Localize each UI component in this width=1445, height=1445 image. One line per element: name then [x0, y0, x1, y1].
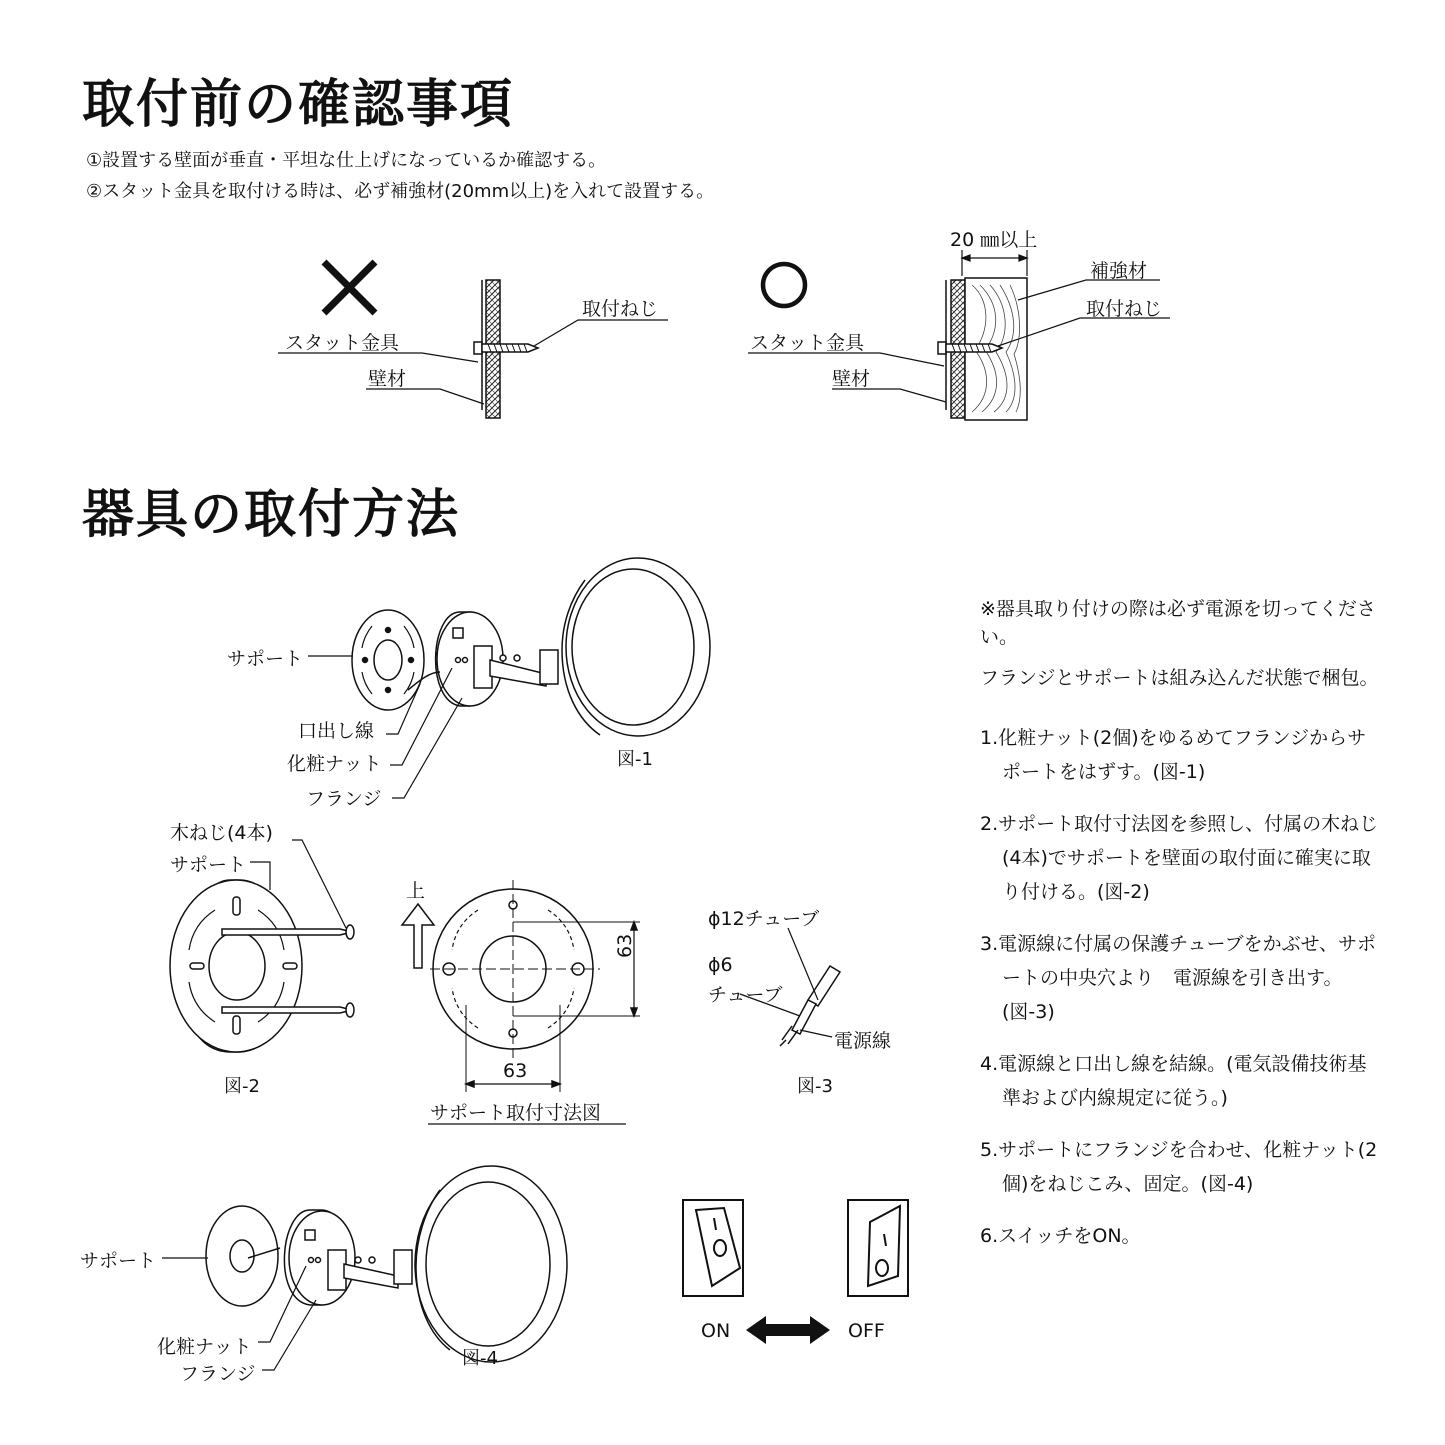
- fig1-lead-label: 口出し線: [298, 720, 375, 742]
- fig4-flange-label: フランジ: [180, 1363, 256, 1385]
- bad-screw-label: 取付ねじ: [582, 298, 659, 320]
- fig1-drawing: [352, 558, 710, 736]
- instruction-step-1: 1.化粧ナット(2個)をゆるめてフランジからサポートをはずす。(図-1): [980, 727, 1367, 783]
- fig3-tube12-label: ϕ12チューブ: [708, 908, 820, 930]
- section1-title: 取付前の確認事項: [82, 75, 515, 135]
- fig2-caption: 図-2: [224, 1076, 260, 1097]
- bad-mark-icon: [324, 262, 375, 313]
- good-stud-label: スタット金具: [750, 332, 865, 354]
- up-label: 上: [406, 880, 426, 902]
- good-mark-icon: [763, 264, 805, 306]
- switch-off-label: OFF: [848, 1320, 885, 1342]
- instruction-step-4: 4.電源線と口出し線を結線。(電気設備技術基準および内線規定に従う。): [980, 1053, 1367, 1109]
- good-reinforce-label: 補強材: [1090, 260, 1148, 282]
- fig2-drawing: [170, 880, 354, 1052]
- fig4-support-label: サポート: [80, 1250, 157, 1272]
- fig1-support-label: サポート: [227, 648, 304, 670]
- fig1-nut-label: 化粧ナット: [287, 753, 382, 775]
- dim-horizontal-label: 63: [503, 1060, 528, 1082]
- fig4-caption: 図-4: [462, 1348, 498, 1369]
- fig3-caption: 図-3: [797, 1076, 833, 1097]
- instruction-step-3: 3.電源線に付属の保護チューブをかぶせ、サポートの中央穴より 電源線を引き出す。(図-3): [980, 933, 1377, 1023]
- double-arrow-icon: [746, 1316, 830, 1344]
- instruction-step-5: 5.サポートにフランジを合わせ、化粧ナット(2個)をねじこみ、固定。(図-4): [980, 1139, 1378, 1195]
- instruction-caution: ※器具取り付けの際は必ず電源を切ってください。: [980, 598, 1376, 648]
- fig1-flange-label: フランジ: [306, 788, 382, 810]
- dim-vertical-label: 63: [614, 933, 636, 958]
- instruction-packing: フランジとサポートは組み込んだ状態で梱包。: [980, 667, 1379, 689]
- fig3-tube6b-label: チューブ: [708, 984, 783, 1006]
- good-wall-section: [938, 278, 1027, 420]
- fig4-drawing: [206, 1166, 567, 1362]
- instruction-step-2: 2.サポート取付寸法図を参照し、付属の木ねじ(4本)でサポートを壁面の取付面に確実に取り付ける。(図-2): [980, 813, 1379, 903]
- good-wall-label: 壁材: [832, 368, 871, 390]
- note-1: ①設置する壁面が垂直・平坦な仕上げになっているか確認する。: [86, 150, 607, 171]
- instructions: [980, 595, 1380, 1271]
- fig4-nut-label: 化粧ナット: [157, 1336, 252, 1358]
- section2-title: 器具の取付方法: [82, 485, 461, 545]
- fig2-screws-label: 木ねじ(4本): [170, 822, 273, 844]
- bad-wall-label: 壁材: [368, 368, 407, 390]
- dim-caption: サポート取付寸法図: [430, 1102, 602, 1124]
- fig2-support-label: サポート: [170, 854, 247, 876]
- dimension-drawing: [402, 880, 640, 1124]
- switch-off-icon: [848, 1200, 908, 1296]
- switch-on-label: ON: [701, 1320, 731, 1342]
- good-screw-label: 取付ねじ: [1086, 298, 1163, 320]
- fig3-cable-label: 電源線: [834, 1030, 892, 1052]
- switch-on-icon: [683, 1200, 743, 1296]
- fig3-drawing: [780, 966, 840, 1046]
- note-2: ②スタット金具を取付ける時は、必ず補強材(20mm以上)を入れて設置する。: [86, 181, 715, 202]
- fig1-caption: 図-1: [617, 749, 653, 770]
- fig3-tube6a-label: ϕ6: [708, 954, 733, 976]
- bad-stud-label: スタット金具: [285, 332, 400, 354]
- good-dimension-label: 20 ㎜以上: [950, 229, 1038, 251]
- bad-wall-section: [474, 280, 538, 418]
- instruction-step-6: 6.スイッチをON。: [980, 1225, 1141, 1247]
